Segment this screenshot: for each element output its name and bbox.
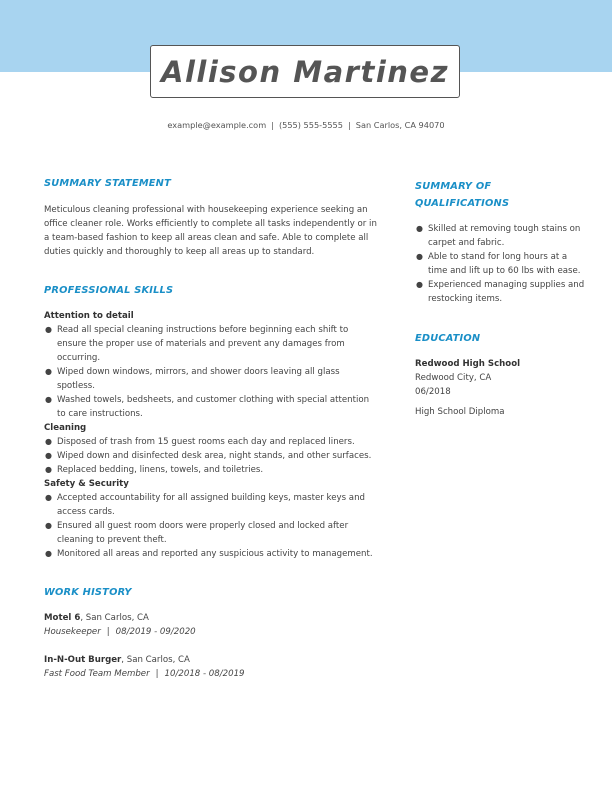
bullet-icon: ● [45,325,52,334]
name-box [150,45,460,98]
job-company: Motel 6 [44,613,81,623]
list-item: ● Replaced bedding, linens, towels, and toiletries. [45,465,264,475]
job-company-line [44,653,379,667]
job-location: , San Carlos, CA [121,655,190,665]
bullet-icon: ● [416,252,423,261]
candidate-name: Allison Martinez [161,54,449,89]
job-entry [44,611,379,639]
job-role-line [44,625,379,639]
job-dates: 08/2019 - 09/2020 [115,627,196,637]
skill-group-title: Safety & Security [44,479,129,489]
right-column [415,178,585,419]
skill-list [44,491,379,561]
separator: | [271,120,274,130]
bullet-icon: ● [45,465,52,474]
list-item: ● Monitored all areas and reported any suspicious activity to management. [45,549,373,559]
skill-list [44,435,379,477]
bullet-icon: ● [416,280,423,289]
bullet-icon: ● [416,224,423,233]
list-item: ● Wiped down and disinfected desk area, night stands, and other surfaces. [45,451,372,461]
list-item: ● Accepted accountability for all assigned building keys, master keys and access cards. [45,493,365,517]
list-item: ● Experienced managing supplies and restocking items. [416,280,585,304]
skill-group-title: Attention to detail [44,311,134,321]
school-name: Redwood High School [415,359,521,369]
separator: | [106,627,110,637]
list-item: ● Read all special cleaning instructions before beginning each shift to ensure the proper use of materials and prevent any damages from occurring. [45,325,349,363]
summary-text: Meticulous cleaning professional with housekeeping experience seeking an office cleaner role. Works efficiently to complete all tasks independently or in a team-based fashion to keep all areas clean and safe. Able to complete all duties quickly and thoroughly to keep all areas up to standard. [44,205,377,257]
job-dates: 10/2018 - 08/2019 [164,669,245,679]
school-location: Redwood City, CA [415,373,492,383]
contact-line [0,120,612,130]
list-item: ● Wiped down windows, mirrors, and shower doors leaving all glass spotless. [45,367,340,391]
list-item: ● Able to stand for long hours at a time and lift up to 60 lbs with ease. [416,252,581,276]
qualifications-heading: SUMMARY OF QUALIFICATIONS [415,181,510,209]
list-item: ● Disposed of trash from 15 guest rooms each day and replaced liners. [45,437,355,447]
skill-list [44,323,379,421]
graduation-date: 06/2018 [415,387,451,397]
job-role-line [44,667,379,681]
job-entry [44,653,379,681]
skill-group-title: Cleaning [44,423,87,433]
left-column [44,178,379,681]
qualifications-list [415,222,585,306]
bullet-icon: ● [45,521,52,530]
job-company-line [44,611,379,625]
list-item: ● Ensured all guest room doors were properly closed and locked after cleaning to prevent theft. [45,521,349,545]
work-heading: WORK HISTORY [44,587,132,598]
skill-group [44,309,379,421]
education-entry [415,357,585,419]
list-item: ● Washed towels, bedsheets, and customer clothing with special attention to care instructions. [45,395,370,419]
skills-heading: PROFESSIONAL SKILLS [44,285,174,296]
degree: High School Diploma [415,407,505,417]
bullet-icon: ● [45,437,52,446]
phone: (555) 555-5555 [278,120,343,130]
education-heading: EDUCATION [415,333,481,344]
bullet-icon: ● [45,549,52,558]
job-title: Housekeeper [44,627,101,637]
skill-group [44,421,379,477]
list-item: ● Skilled at removing tough stains on carpet and fabric. [416,224,581,248]
bullet-icon: ● [45,493,52,502]
separator: | [347,120,351,130]
email: example@example.com [167,120,267,130]
job-company: In-N-Out Burger [44,655,122,665]
location: San Carlos, CA 94070 [355,120,445,130]
bullet-icon: ● [45,451,52,460]
summary-heading: SUMMARY STATEMENT [44,178,171,189]
separator: | [155,669,159,679]
bullet-icon: ● [45,395,52,404]
bullet-icon: ● [45,367,52,376]
job-location: , San Carlos, CA [80,613,149,623]
skill-group [44,477,379,561]
job-title: Fast Food Team Member [44,669,150,679]
